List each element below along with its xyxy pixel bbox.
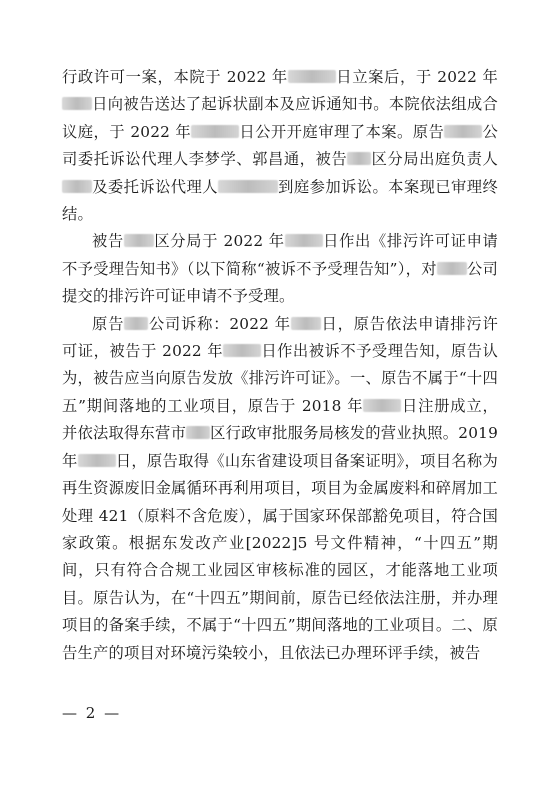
p2-text-4: 公司提交的排污许可证申请不予受理。 [62, 259, 499, 306]
redaction-mark [78, 454, 116, 467]
paragraph-2 [62, 228, 498, 310]
p3-text-5: 日注册成立，并依法取得东营市 [62, 396, 498, 443]
redaction-mark [437, 262, 467, 275]
p1-text-1: 行政许可一案，本院于 2022 年 [62, 68, 288, 86]
p1-text-7: 及委托诉讼代理人 [92, 177, 218, 196]
paragraph-3 [62, 311, 498, 667]
document-body [62, 64, 498, 667]
p3-text-6: 区行政审批服务局核发的营业执照。2019年 [62, 424, 498, 470]
p1-text-2: 日立案后，于 2022 年 [335, 68, 498, 86]
p1-text-8: 到庭参加诉讼。本案现已审理终结。 [62, 177, 498, 224]
redaction-mark [218, 180, 278, 193]
p3-text-2: 公司诉称：2022 年 [148, 314, 291, 333]
redaction-mark [291, 317, 321, 330]
p1-text-6: 区分局出庭负责人 [371, 150, 498, 169]
redaction-mark [363, 399, 401, 412]
p3-text-4: 日作出被诉不予受理告知，原告认为，被告应当向原告发放《排污许可证》。一、原告不属于“十四五”期间落地的工业项目，原告于 2018 年 [62, 342, 498, 415]
p1-text-5: 公司委托诉讼代理人李梦学、郭昌通，被告 [62, 122, 499, 169]
paragraph-1 [62, 64, 498, 228]
p1-text-4: 日公开开庭审理了本案。原告 [239, 122, 445, 141]
p3-text-1: 原告 [92, 314, 125, 333]
p2-text-2: 区分局于 2022 年 [153, 232, 285, 251]
redaction-mark [62, 180, 92, 193]
redaction-mark [124, 317, 148, 330]
redaction-mark [444, 125, 482, 138]
p3-text-7: 日，原告取得《山东省建设项目备案证明》，项目名称为再生资源废旧金属循环再利用项目，项目为金属废料和碎屑加工处理 421（原料不含危废），属于国家环保部豁免项目，符合国家政策。根据东发改产业[2022]5 号文件精神，“十四五”期间，只有符合合规工业园区审核标准的园区，才能落地工业项目。原告认为，在“十四五”期间前，原告已经依法注册，并办理项目的备案手续，不属于“十四五”期间落地的工业项目。二、原告生产的项目对环境污染较小，且依法已办理环评手续，被告 [62, 451, 498, 662]
redaction-mark [347, 152, 371, 165]
redaction-mark [186, 426, 210, 439]
redaction-mark [191, 125, 239, 138]
p2-text-3: 日作出《排污许可证申请不予受理告知书》（以下简称“被诉不予受理告知”），对 [62, 232, 498, 278]
redaction-mark [223, 344, 261, 357]
redaction-mark [124, 234, 154, 247]
p1-text-3: 日向被告送达了起诉状副本及应诉通知书。本院依法组成合议庭，于 2022 年 [62, 95, 498, 141]
p3-text-3: 日，原告依法申请排污许可证，被告于 2022 年 [62, 314, 499, 361]
p2-text-1: 被告 [92, 232, 124, 251]
redaction-mark [288, 70, 336, 83]
redaction-mark [285, 234, 323, 247]
redaction-mark [62, 97, 92, 110]
page-number: — 2 — [62, 704, 122, 722]
